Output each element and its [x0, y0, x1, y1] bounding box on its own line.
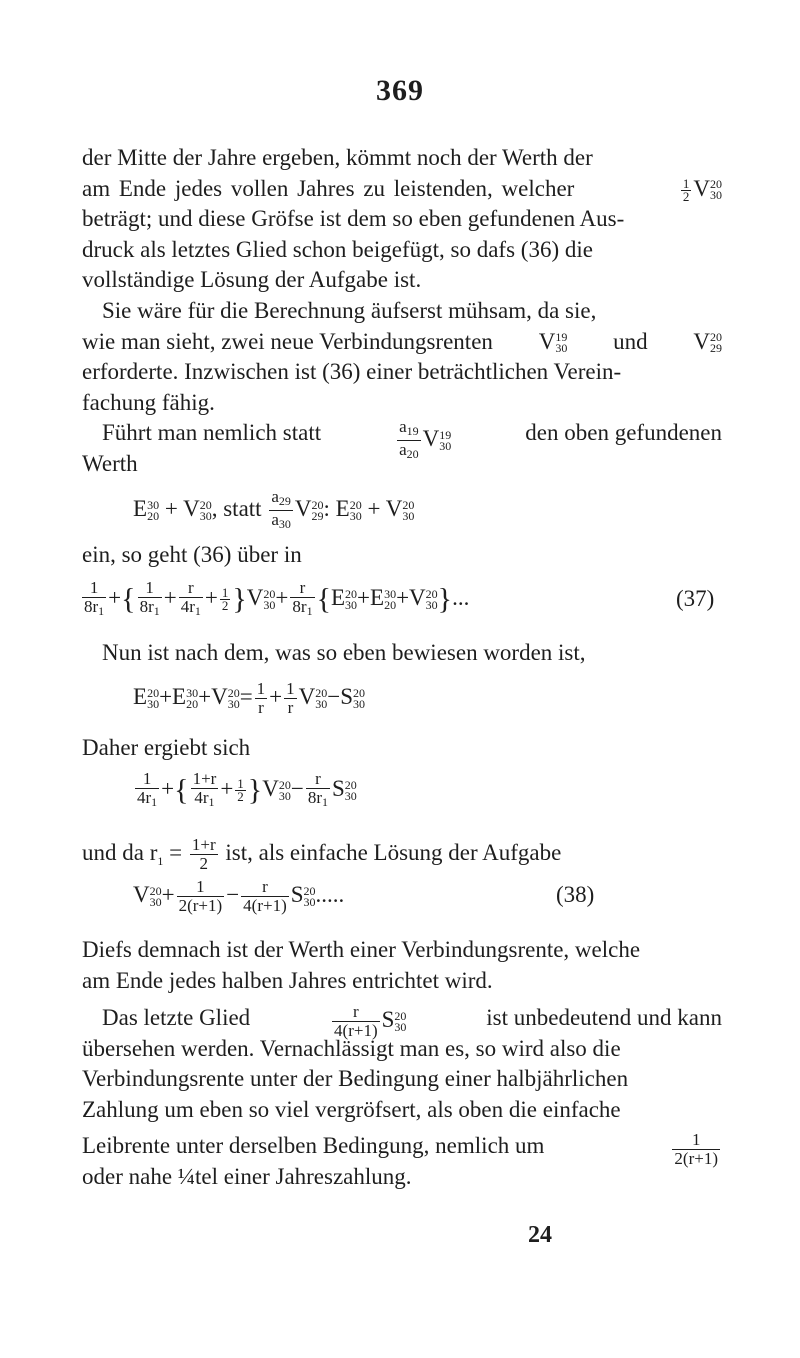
formula-r1: $r_1$ = $\frac{1+r}{2}$ [149, 835, 216, 873]
text-line: beträgt; und diese Gröfse ist dem so eben gefundenen Aus- [82, 206, 625, 231]
text-line-content: den oben gefundenen [525, 420, 722, 445]
text-line: Sie wäre für die Berechnung äufserst mühsam, da sie, [102, 298, 597, 323]
equation-number-37: (37) [676, 586, 715, 611]
text-line-content: wie man sieht, zwei neue Verbindungsrenten [82, 328, 493, 354]
text-line-content: Das letzte Glied [102, 1005, 251, 1030]
paragraph-4 [82, 638, 722, 669]
text-line: vollständige Lösung der Aufgabe ist. [82, 267, 422, 292]
text-line [82, 417, 722, 461]
formula-identity: E 20 30 +E 30 20 +V 20 30 = $\frac{1}{r}$ + $\frac{1}{r}$ V 20 30 −S 20 30 [133, 679, 366, 717]
formula-half-over-r1: $\frac{1}{2(r+1)}$ [674, 1130, 718, 1168]
text-line: Nun ist nach dem, was so eben bewiesen worden ist, [102, 640, 586, 665]
text-line: am Ende jedes halben Jahres entrichtet wird. [82, 967, 493, 993]
equation-number-38: (38) [556, 882, 595, 907]
text-line [82, 1002, 722, 1040]
text-line: druck als letztes Glied schon beigefügt, so dafs (36) die [82, 236, 593, 262]
formula-37: $\frac{1}{8r_1}$ +{ $\frac{1}{8r_1}$ + $\frac{r}{4r_1}$ + $\frac{1}{2}$ }V 20 30 + $\frac{r}{8r_1}$ {E 20 30 +E 30 20 +V 20 30 }... [84, 578, 470, 618]
text-line-content: ist, als einfache Lösung der Aufgabe [225, 839, 562, 865]
text-line: Diefs demnach ist der Werth einer Verbindungsrente, welche [82, 937, 641, 962]
text-line: Zahlung um eben so viel vergröfsert, als oben die einfache [82, 1096, 621, 1122]
formula-38: V 20 30 + $\frac{1}{2(r+1)}$ − $\frac{r}{4(r+1)}$ S 20 30 ..... [133, 877, 345, 915]
text-line [82, 835, 722, 873]
paragraph-5 [82, 935, 722, 996]
text-line: fachung fähig. [82, 389, 215, 415]
text-line-content: und da [82, 839, 144, 865]
text-line [82, 174, 722, 205]
text-line: Werth [82, 450, 138, 476]
text-line-content: ist unbedeutend und kann [486, 1005, 722, 1030]
formula-substitution: E 30 20 + V 20 30 , statt $\frac{a_{29}}{a_{30}}$ V 20 29 : E 20 30 + V 20 30 [133, 487, 415, 531]
paragraph-2 [82, 296, 722, 418]
text-line-content: Leibrente unter derselben Bedingung, nemlich um [82, 1133, 545, 1158]
formula-v29-20: V 20 29 [693, 328, 722, 356]
paragraph-und-da [82, 835, 722, 873]
paragraph-6 [82, 1003, 722, 1192]
text-word-statt: statt [223, 495, 262, 521]
formula-last-term: $\frac{r}{4(r+1)}$ S 20 30 [334, 1002, 407, 1040]
text-line: erforderte. Inzwischen ist (36) einer beträchtlichen Verein- [82, 359, 622, 384]
page-number: 369 [376, 74, 424, 107]
paragraph-3-cont [82, 540, 722, 571]
text-line: Daher ergiebt sich [82, 735, 251, 760]
text-line [82, 327, 722, 358]
text-line [82, 1130, 722, 1168]
text-line: oder nahe ¼tel einer Jahreszahlung. [82, 1163, 412, 1189]
text-line: übersehen werden. Vernachlässigt man es, so wird also die [82, 1035, 621, 1061]
text-word-und: und [613, 328, 648, 354]
formula-a19-a20-v30: $\frac{a_{19}}{a_{20}}$ V 19 30 [399, 417, 452, 461]
formula-v30-19: V 19 30 [538, 328, 568, 356]
paragraph-3 [82, 418, 722, 479]
text-line: ein, so geht (36) über in [82, 542, 302, 567]
text-line: Verbindungsrente unter der Bedingung einer halbjährlichen [82, 1066, 629, 1091]
paragraph-1 [82, 143, 722, 296]
paragraph-daher [82, 733, 722, 764]
text-line-content: Führt man nemlich statt [102, 420, 322, 445]
formula-result: $\frac{1}{4r_1}$ +{ $\frac{1+r}{4r_1}$ + $\frac{1}{2}$ }V 20 30 − $\frac{r}{8r_1}$ S 20 30 [137, 769, 357, 809]
text-line: der Mitte der Jahre ergeben, kömmt noch der Werth der [82, 145, 593, 170]
formula-half-v30: $\frac{1}{2}$ V 20 30 [682, 175, 722, 204]
text-line-content: am Ende jedes vollen Jahres zu leistenden, welcher [82, 175, 575, 201]
signature-mark: 24 [528, 1222, 552, 1248]
